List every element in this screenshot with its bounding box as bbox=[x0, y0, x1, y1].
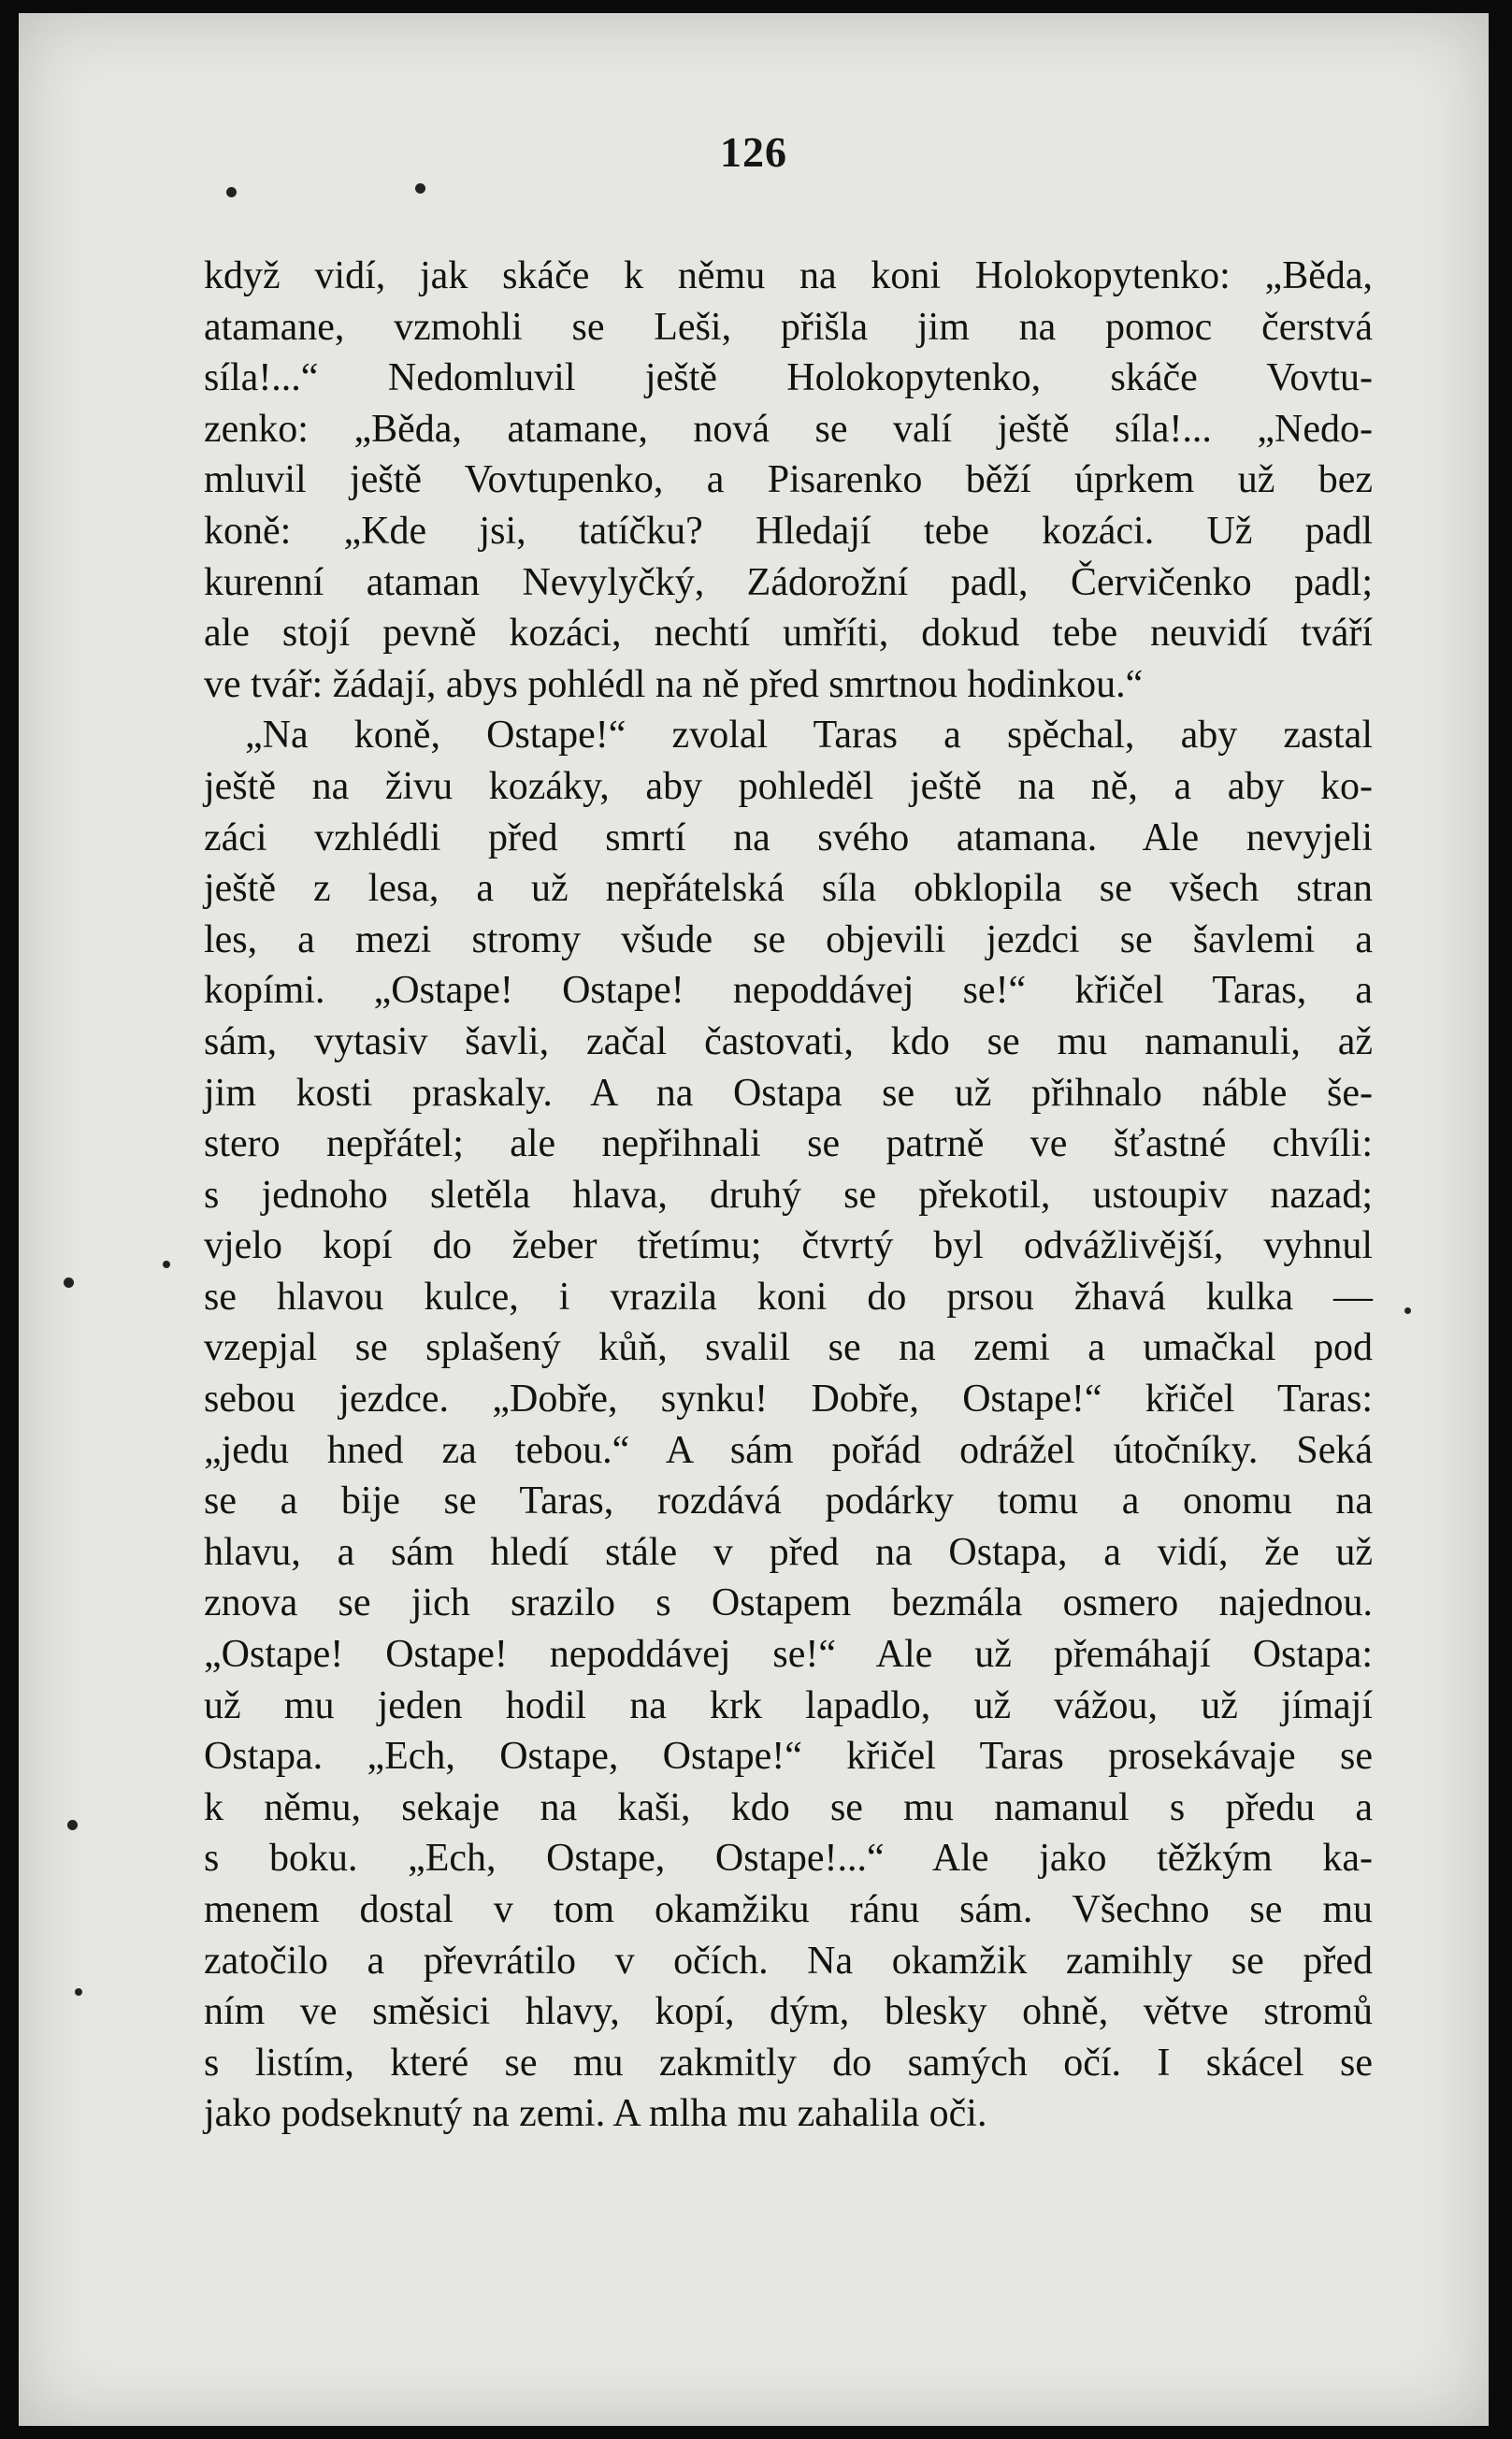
text-line: k němu, sekaje na kaši, kdo se mu namanul s předu a bbox=[204, 1785, 1373, 1829]
ink-speck bbox=[163, 1261, 170, 1268]
text-line: s listím, které se mu zakmitly do samých očí. I skácel se bbox=[204, 2041, 1373, 2085]
text-line: menem dostal v tom okamžiku ránu sám. Všechno se mu bbox=[204, 1888, 1373, 1931]
text-line: atamane, vzmohli se Leši, přišla jim na pomoc čerstvá bbox=[204, 305, 1373, 349]
text-line: ještě na živu kozáky, aby pohleděl ještě na ně, a aby ko- bbox=[204, 764, 1373, 808]
text-line: hlavu, a sám hledí stále v před na Ostapa, a vidí, že už bbox=[204, 1530, 1373, 1574]
text-line: les, a mezi stromy všude se objevili jezdci se šavlemi a bbox=[204, 917, 1373, 961]
text-line: jako podseknutý na zemi. A mlha mu zahalila oči. bbox=[204, 2092, 987, 2136]
text-line: „Na koně, Ostape!“ zvolal Taras a spěchal, aby zastal bbox=[245, 714, 1373, 758]
text-line: jim kosti praskaly. A na Ostapa se už přihnalo náble še- bbox=[204, 1071, 1373, 1115]
ink-speck bbox=[226, 187, 237, 197]
body-text bbox=[204, 251, 1373, 2140]
ink-speck bbox=[64, 1277, 74, 1288]
text-line: sám, vytasiv šavli, začal častovati, kdo se mu namanuli, až bbox=[204, 1019, 1373, 1063]
text-line: kopími. „Ostape! Ostape! nepoddávej se!“ křičel Taras, a bbox=[204, 969, 1373, 1013]
text-line: ve tvář: žádají, abys pohlédl na ně před smrtnou hodinkou.“ bbox=[204, 662, 1144, 706]
text-line: záci vzhlédli před smrtí na svého atamana. Ale nevyjeli bbox=[204, 815, 1373, 859]
ink-speck bbox=[67, 1820, 78, 1830]
text-line: se a bije se Taras, rozdává podárky tomu a onomu na bbox=[204, 1479, 1373, 1523]
text-line: síla!...“ Nedomluvil ještě Holokopytenko, skáče Vovtu- bbox=[204, 356, 1373, 400]
text-line: znova se jich srazilo s Ostapem bezmála osmero najednou. bbox=[204, 1581, 1373, 1625]
text-line: koně: „Kde jsi, tatíčku? Hledají tebe kozáci. Už padl bbox=[204, 509, 1373, 553]
book-page bbox=[19, 13, 1489, 2426]
text-line: s boku. „Ech, Ostape, Ostape!...“ Ale jako těžkým ka- bbox=[204, 1837, 1373, 1881]
text-line: s jednoho sletěla hlava, druhý se překotil, ustoupiv nazad; bbox=[204, 1173, 1373, 1217]
text-line: už mu jeden hodil na krk lapadlo, už vážou, už jímají bbox=[204, 1683, 1373, 1727]
text-line: „jedu hned za tebou.“ A sám pořád odrážel útočníky. Seká bbox=[204, 1428, 1373, 1472]
text-line: ale stojí pevně kozáci, nechtí umříti, dokud tebe neuvidí tváří bbox=[204, 612, 1373, 656]
ink-speck bbox=[1404, 1307, 1411, 1314]
text-line: sebou jezdce. „Dobře, synku! Dobře, Ostape!“ křičel Taras: bbox=[204, 1378, 1373, 1422]
text-line: mluvil ještě Vovtupenko, a Pisarenko běží úprkem už bez bbox=[204, 458, 1373, 502]
page-number: 126 bbox=[720, 128, 787, 176]
text-line: vzepjal se splašený kůň, svalil se na zemi a umačkal pod bbox=[204, 1326, 1373, 1370]
text-line: ještě z lesa, a už nepřátelská síla obklopila se všech stran bbox=[204, 867, 1373, 911]
text-line: kurenní ataman Nevylyčký, Zádorožní padl, Červičenko padl; bbox=[204, 560, 1373, 604]
ink-speck bbox=[415, 183, 425, 194]
text-line: zenko: „Běda, atamane, nová se valí ještě síla!... „Nedo- bbox=[204, 407, 1373, 451]
text-line: Ostapa. „Ech, Ostape, Ostape!“ křičel Taras prosekávaje se bbox=[204, 1735, 1373, 1779]
text-line: „Ostape! Ostape! nepoddávej se!“ Ale už přemáhají Ostapa: bbox=[204, 1633, 1373, 1677]
text-line: zatočilo a převrátilo v očích. Na okamžik zamihly se před bbox=[204, 1939, 1373, 1983]
ink-speck bbox=[75, 1988, 82, 1996]
text-line: ním ve směsici hlavy, kopí, dým, blesky ohně, větve stromů bbox=[204, 1990, 1373, 2034]
text-line: když vidí, jak skáče k němu na koni Holokopytenko: „Běda, bbox=[204, 254, 1373, 297]
text-line: se hlavou kulce, i vrazila koni do prsou žhavá kulka — bbox=[204, 1275, 1373, 1319]
text-line: stero nepřátel; ale nepřihnali se patrně ve šťastné chvíli: bbox=[204, 1122, 1373, 1166]
text-line: vjelo kopí do žeber třetímu; čtvrtý byl odvážlivější, vyhnul bbox=[204, 1224, 1373, 1268]
